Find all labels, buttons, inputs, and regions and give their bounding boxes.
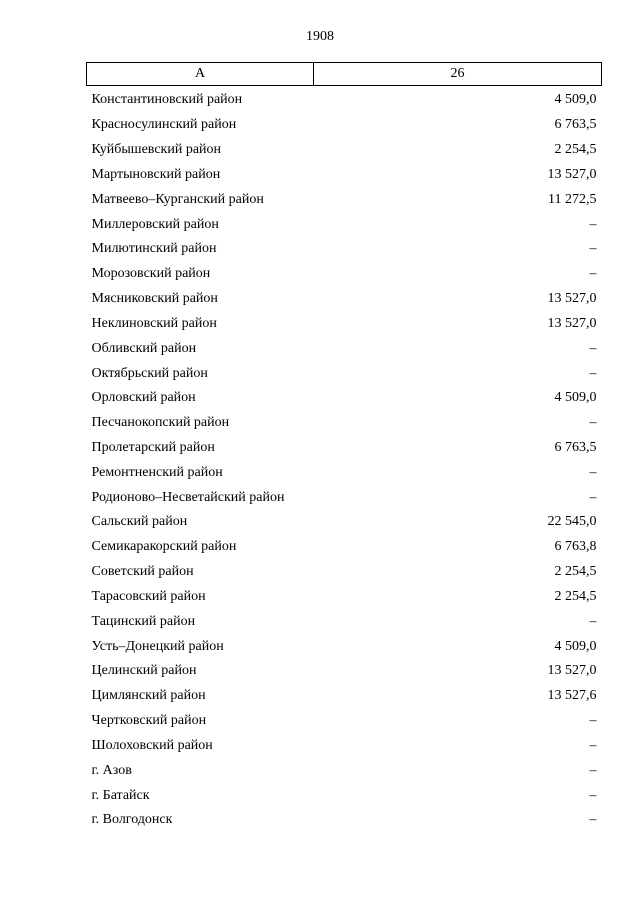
district-value: 11 272,5: [548, 191, 597, 207]
table-row: [87, 609, 602, 634]
district-name: Матвеево–Курганский район: [91, 191, 264, 207]
district-value: 22 545,0: [547, 514, 597, 530]
data-table: [86, 62, 602, 833]
table-row: [87, 361, 602, 386]
table-row: [87, 634, 602, 659]
district-value: –: [589, 762, 597, 778]
table-header-row: [87, 63, 602, 86]
district-value: –: [589, 737, 597, 753]
district-value: –: [589, 489, 597, 505]
table-row: [87, 808, 602, 833]
table-row: [87, 436, 602, 461]
district-value: 6 763,5: [554, 440, 597, 455]
table-row: [87, 311, 602, 336]
district-value: 13 527,0: [547, 291, 597, 307]
district-name: Родионово–Несветайский район: [91, 489, 285, 505]
district-value: –: [589, 787, 597, 803]
district-value: 6 763,8: [554, 539, 597, 555]
district-name: Константиновский район: [91, 92, 243, 108]
district-value: –: [589, 216, 597, 232]
column-header-a: А: [87, 63, 314, 86]
district-name: Целинский район: [91, 663, 197, 679]
district-name: Октябрьский район: [91, 365, 208, 381]
table-row: [87, 659, 602, 684]
district-value: 2 254,5: [554, 564, 597, 580]
table-row: [87, 783, 602, 808]
district-name: Мартыновский район: [91, 166, 221, 182]
table-row: [87, 113, 602, 138]
district-value: –: [589, 415, 597, 431]
district-value: 13 527,0: [547, 166, 597, 182]
district-name: Пролетарский район: [91, 440, 215, 455]
district-name: г. Батайск: [91, 787, 150, 803]
district-value: 4 509,0: [554, 390, 597, 406]
district-name: Сальский район: [91, 514, 188, 530]
district-name: Неклиновский район: [91, 315, 217, 331]
district-name: Орловский район: [91, 390, 196, 406]
district-name: Куйбышевский район: [91, 142, 222, 158]
district-name: Морозовский район: [91, 266, 211, 282]
table-row: [87, 262, 602, 287]
district-name: Тарасовский район: [91, 588, 206, 604]
district-name: Песчанокопский район: [91, 415, 230, 431]
district-value: –: [589, 812, 597, 828]
table-row: [87, 287, 602, 312]
table-row: [87, 187, 602, 212]
district-value: 2 254,5: [554, 588, 597, 604]
district-name: Цимлянский район: [91, 688, 206, 704]
table-row: [87, 411, 602, 436]
district-name: Милютинский район: [91, 241, 217, 257]
table-row: [87, 535, 602, 560]
district-name: Шолоховский район: [91, 737, 213, 753]
table-row: [87, 485, 602, 510]
district-name: Чертковский район: [91, 713, 207, 729]
table-header: [87, 63, 602, 86]
table-row: [87, 684, 602, 709]
table-row: [87, 212, 602, 237]
district-name: Ремонтненский район: [91, 464, 223, 480]
district-name: Обливский район: [91, 340, 197, 356]
district-name: г. Азов: [91, 762, 132, 778]
table-row: [87, 585, 602, 610]
column-header-26: 26: [314, 63, 602, 86]
table-row: [87, 510, 602, 535]
district-value: –: [589, 365, 597, 381]
district-value: 4 509,0: [554, 638, 597, 654]
district-name: Тацинский район: [91, 613, 196, 629]
table-row: [87, 709, 602, 734]
table-row: [87, 734, 602, 759]
district-name: Красносулинский район: [91, 117, 237, 133]
district-name: г. Волгодонск: [91, 812, 173, 828]
district-value: 4 509,0: [554, 92, 597, 108]
district-value: 13 527,0: [547, 663, 597, 679]
district-name: Миллеровский район: [91, 216, 219, 232]
table-row: [87, 758, 602, 783]
table-row: [87, 460, 602, 485]
district-name: Мясниковский район: [91, 291, 218, 307]
table-row: [87, 386, 602, 411]
district-value: –: [589, 241, 597, 257]
district-name: Советский район: [91, 564, 194, 580]
table-row: [87, 138, 602, 163]
district-value: 6 763,5: [554, 117, 597, 133]
page-number: 1908: [306, 29, 334, 44]
district-value: –: [589, 613, 597, 629]
district-value: 13 527,6: [547, 688, 597, 704]
table-row: [87, 560, 602, 585]
table-row: [87, 86, 602, 113]
table-body: [87, 86, 602, 833]
district-name: Семикаракорский район: [91, 539, 237, 555]
district-value: –: [589, 713, 597, 729]
district-name: Усть–Донецкий район: [91, 638, 224, 654]
table-row: [87, 336, 602, 361]
district-value: –: [589, 464, 597, 480]
district-value: 13 527,0: [547, 315, 597, 331]
table-row: [87, 237, 602, 262]
district-value: –: [589, 340, 597, 356]
district-value: 2 254,5: [554, 142, 597, 158]
district-value: –: [589, 266, 597, 282]
table-row: [87, 162, 602, 187]
